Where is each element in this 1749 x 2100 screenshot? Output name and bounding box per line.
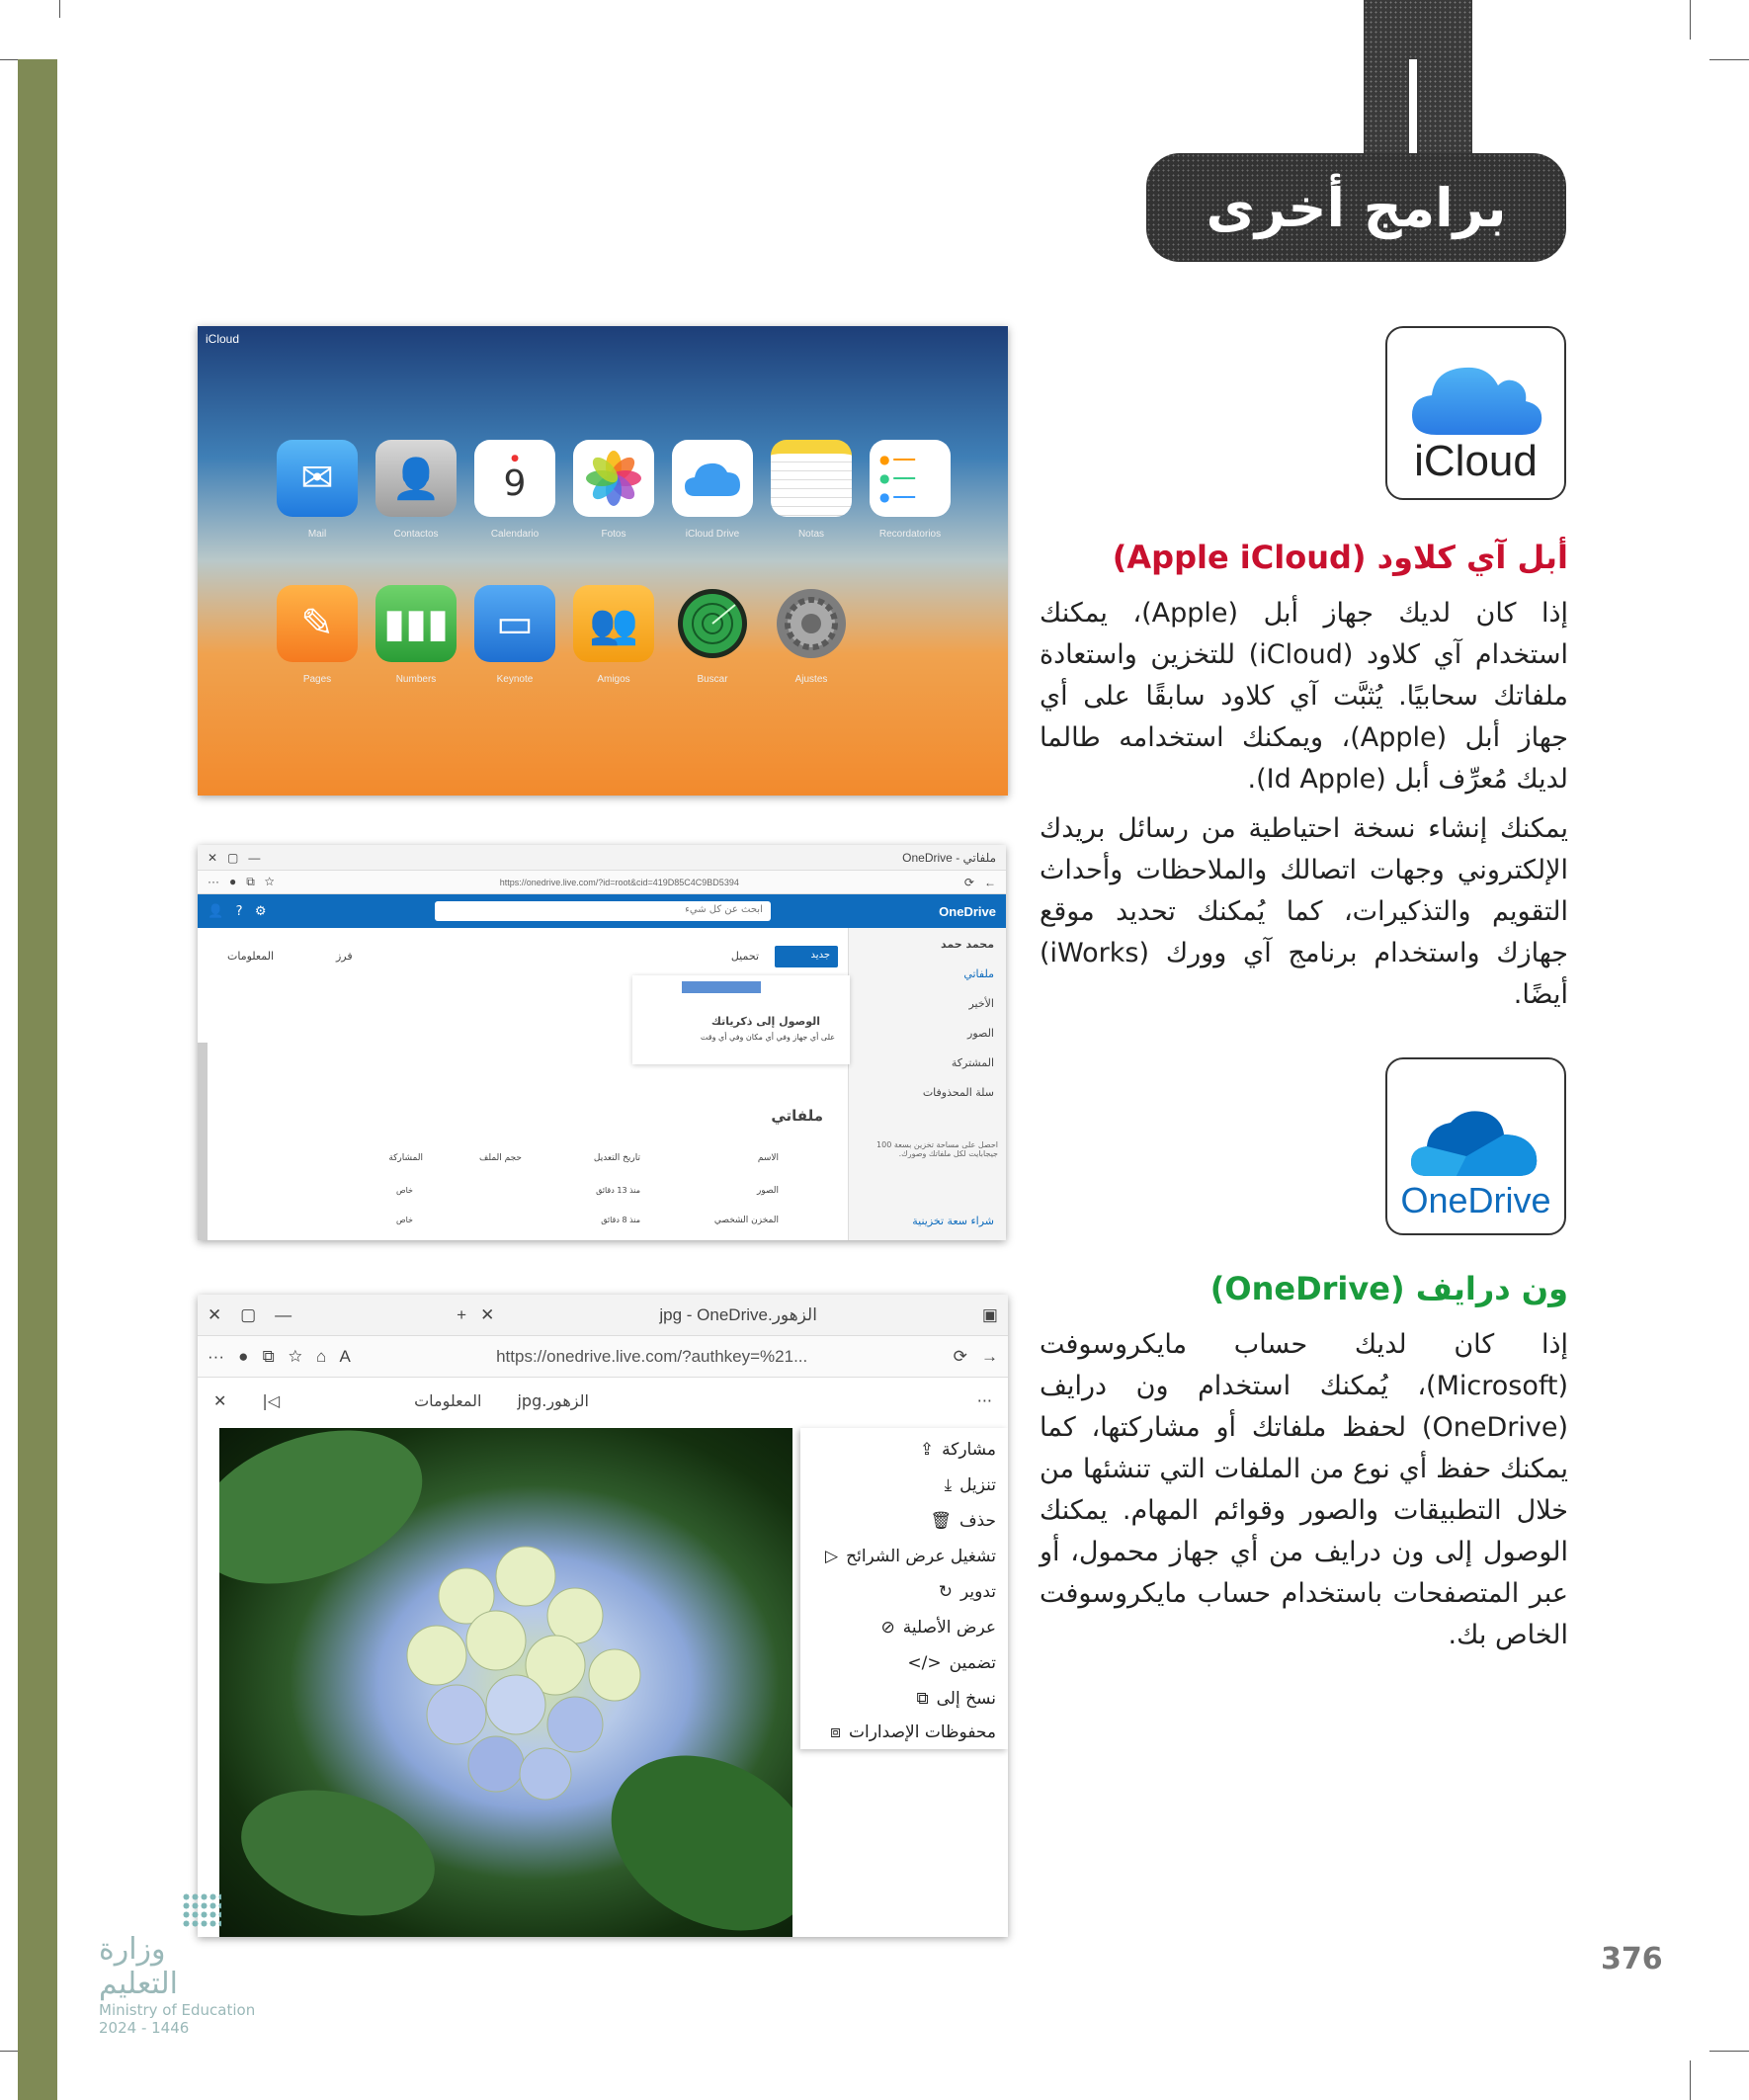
copy-icon: ⧉ <box>916 1689 929 1709</box>
toolbar-icons[interactable]: ··· ● ⧉ ☆ <box>208 875 275 888</box>
refresh-icon[interactable]: ⟳ → <box>953 1346 998 1366</box>
crop-mark <box>1690 2060 1691 2100</box>
info-button[interactable]: المعلومات <box>414 1390 482 1410</box>
search-input[interactable]: ابحث عن كل شيء <box>435 901 771 921</box>
onedrive-heading: ون درايف (OneDrive) <box>1209 1270 1568 1307</box>
browser-tab[interactable]: ملفاتي - OneDrive <box>902 850 996 865</box>
find-friends-app-icon[interactable]: 👥 <box>573 585 654 662</box>
tab-actions-icon[interactable]: ▣ <box>981 1304 998 1324</box>
menu-label: نسخ إلى <box>936 1689 996 1709</box>
menu-item-embed[interactable] <box>907 1653 996 1673</box>
promo-subtitle: على أي جهاز وفي أي مكان وفي أي وقت <box>700 1033 835 1042</box>
info-button[interactable]: المعلومات <box>227 950 274 963</box>
buy-storage-link[interactable]: شراء سعة تخزينية <box>912 1215 994 1227</box>
icloud-heading: أبل آي كلاود (Apple iCloud) <box>1112 539 1568 576</box>
close-icon[interactable]: ✕ <box>213 1390 227 1410</box>
table-row-name[interactable]: الصور <box>756 1186 779 1196</box>
more-icon[interactable]: ··· <box>976 1390 992 1410</box>
toolbar-icons[interactable]: ··· ● ⧉ ☆ ⌂ A <box>208 1346 351 1366</box>
icloud-paragraph-2: يمكنك إنشاء نسخة احتياطية من رسائل بريدك الإلكتروني وجهات اتصالك والملاحظات وأحداث التقويم والتذكيرات، كما يُمكنك تحديد موقع جهازك واستخدام برنامج آي وورك (iWorks) أيضًا. <box>1040 813 1568 1010</box>
icloud-paragraph-1: إذا كان لديك جهاز أبل (Apple)، يمكنك استخدام آي كلاود (iCloud) للتخزين واستعادة ملفاتك سحابيًا. يُثبَّت آي كلاود سابقًا على أي جهاز أبل (Apple)، ويمكنك استخدامه طالما لديك مُعرِّف أبل (Id Apple). <box>1040 598 1568 795</box>
calendar-app-icon[interactable]: ● 9 <box>474 440 555 517</box>
crop-mark <box>59 0 60 18</box>
table-row-modified: منذ 13 دقائق <box>596 1186 640 1195</box>
browser-tab[interactable]: الزهور.jpg - OneDrive <box>659 1304 817 1324</box>
settings-app-icon[interactable] <box>771 585 852 662</box>
onedrive-brand: OneDrive <box>939 903 996 919</box>
user-name: محمد حمد <box>941 938 994 951</box>
app-label: Ajustes <box>794 674 828 685</box>
pages-app-icon[interactable]: ✎ <box>277 585 358 662</box>
ministry-logo <box>99 1932 255 2037</box>
sort-button[interactable]: فرز <box>336 950 353 963</box>
menu-item-delete[interactable] <box>930 1511 996 1531</box>
crop-mark <box>1709 2051 1749 2052</box>
app-label: Numbers <box>395 674 437 685</box>
col-sharing[interactable]: المشاركة <box>388 1153 423 1163</box>
app-label: Recordatorios <box>878 529 942 540</box>
header-icons[interactable]: 👤 ? ⚙ <box>208 903 267 919</box>
cloud-icon <box>1407 358 1545 437</box>
menu-item-rotate[interactable] <box>939 1582 996 1602</box>
table-row-sharing: خاص <box>395 1216 413 1224</box>
banner-title: برامج أخرى <box>1206 176 1507 239</box>
ministry-year: 2024 - 1446 <box>99 2019 190 2037</box>
table-row-name[interactable]: المخزن الشخصي <box>713 1216 779 1225</box>
promo-card <box>632 975 850 1064</box>
app-label: Fotos <box>601 529 626 540</box>
nav-recent[interactable]: الأخير <box>968 997 994 1010</box>
app-label: Buscar <box>697 674 728 685</box>
icloud-screenshot <box>198 326 1008 796</box>
table-row-sharing: خاص <box>395 1186 413 1195</box>
trash-icon: 🗑 <box>930 1511 952 1531</box>
onedrive-paragraph: إذا كان لديك حساب مايكروسوفت (Microsoft)، يُمكنك استخدام ون درايف (OneDrive) لحفظ ملفاتك أو مشاركتها، كما يمكنك حفظ أي نوع من الملفات التي تنشئها من خلال التطبيقات والصور وقوائم المهام. يمكنك الوصول إلى ون درايف من أي جهاز محمول، أو عبر المتصفحات باستخدام حساب مايكروسوفت الخاص بك. <box>1040 1329 1568 1650</box>
upload-button[interactable]: تحميل <box>730 950 759 963</box>
first-icon[interactable]: |◁ <box>262 1390 281 1410</box>
rotate-icon: ↻ <box>938 1582 954 1602</box>
app-label: Pages <box>302 674 332 685</box>
nav-photos[interactable]: الصور <box>967 1027 994 1040</box>
address-input[interactable]: https://onedrive.live.com/?id=root&cid=419D85C4C9BD5394 <box>499 877 739 887</box>
flower-illustration <box>219 1428 792 1937</box>
play-icon: ▷ <box>825 1547 839 1566</box>
window-controls[interactable]: ✕ ▢ — <box>208 850 261 865</box>
app-label: Contactos <box>393 529 439 540</box>
original-icon: ⊘ <box>880 1618 895 1638</box>
photos-app-icon[interactable] <box>573 440 654 517</box>
storage-note: احصل على مساحة تخزين بسعة 100 جيجابايت لكل ملفاتك وصورك. <box>876 1140 998 1158</box>
download-icon: ⤓ <box>944 1475 953 1495</box>
share-icon: ⇪ <box>919 1440 935 1460</box>
col-modified[interactable]: تاريخ التعديل <box>593 1153 640 1163</box>
table-row-modified: منذ 8 دقائق <box>601 1216 640 1224</box>
browser-addressbar <box>198 871 1006 894</box>
crop-mark <box>1709 59 1749 60</box>
menu-label: حذف <box>958 1511 996 1531</box>
onedrive-header <box>198 894 1006 928</box>
address-input[interactable]: https://onedrive.live.com/?authkey=%21... <box>496 1346 808 1366</box>
numbers-app-icon[interactable]: ▮▮▮ <box>375 585 457 662</box>
onedrive-files-screenshot <box>198 845 1006 1240</box>
ministry-arabic: وزارة التعليم <box>99 1932 178 2001</box>
gear-icon <box>775 587 848 660</box>
context-menu <box>800 1428 1008 1749</box>
photos-flower-icon <box>584 449 643 508</box>
browser-tabbar <box>198 845 1006 871</box>
menu-item-version-history[interactable] <box>830 1722 996 1742</box>
radar-icon <box>676 587 749 660</box>
icloud-window-title: iCloud <box>206 332 240 346</box>
contacts-app-icon[interactable]: 👤 <box>375 440 457 517</box>
promo-title: الوصول إلى ذكرياتك <box>710 1015 820 1028</box>
crop-mark <box>0 59 18 60</box>
menu-label: تشغيل عرض الشرائح <box>846 1547 996 1566</box>
ministry-english: Ministry of Education <box>99 2001 256 2019</box>
window-controls[interactable]: ✕ ▢ — <box>208 1304 292 1324</box>
banner-hanger <box>1364 0 1472 158</box>
app-label: Notas <box>797 529 825 540</box>
menu-item-share[interactable] <box>920 1440 996 1460</box>
notes-app-icon[interactable] <box>771 440 852 517</box>
viewer-toolbar <box>198 1378 1008 1423</box>
page-number: 376 <box>1601 1942 1663 1976</box>
app-label: Keynote <box>496 674 534 685</box>
app-label: Mail <box>307 529 327 540</box>
promo-image <box>682 981 761 993</box>
menu-label: تنزيل <box>959 1475 996 1495</box>
app-label: iCloud Drive <box>685 529 740 540</box>
menu-label: مشاركة <box>942 1440 996 1460</box>
onedrive-sidebar <box>848 928 1006 1240</box>
scrollbar[interactable] <box>198 1043 208 1240</box>
col-name[interactable]: الاسم <box>757 1153 779 1163</box>
calendar-day: 9 <box>503 462 527 504</box>
side-strip <box>18 59 57 2100</box>
app-label: Amigos <box>597 674 630 685</box>
keynote-app-icon[interactable]: ▭ <box>474 585 555 662</box>
menu-label: عرض الأصلية <box>902 1618 996 1638</box>
ministry-dots-icon <box>182 1892 221 1928</box>
new-button[interactable]: جديد <box>775 946 838 967</box>
nav-shared[interactable]: المشتركة <box>951 1056 994 1069</box>
crop-mark <box>1690 0 1691 40</box>
icloud-logo <box>1385 326 1566 500</box>
nav-my-files[interactable]: ملفاتي <box>963 967 994 980</box>
col-size[interactable]: حجم الملف <box>479 1153 522 1163</box>
icloud-logo-text: iCloud <box>1414 437 1538 485</box>
onedrive-logo <box>1385 1057 1566 1235</box>
section-banner <box>1146 153 1566 262</box>
crop-mark <box>0 2051 18 2052</box>
cloud-icon <box>683 459 742 498</box>
onedrive-photo-screenshot <box>198 1295 1008 1937</box>
files-heading: ملفاتي <box>771 1107 823 1125</box>
menu-label: تضمين <box>949 1653 996 1673</box>
menu-label: تدوير <box>960 1582 996 1602</box>
embed-icon: </> <box>907 1653 942 1673</box>
mail-app-icon[interactable]: ✉ <box>277 440 358 517</box>
find-iphone-app-icon[interactable] <box>672 585 753 662</box>
hydrangea-photo <box>219 1428 792 1937</box>
file-name: الزهور.jpg <box>517 1390 589 1410</box>
onedrive-cloud-icon <box>1407 1101 1545 1180</box>
refresh-icon[interactable]: ⟳ ← <box>963 875 996 889</box>
app-label: Calendario <box>490 529 540 540</box>
menu-item-view-original[interactable] <box>881 1618 996 1638</box>
onedrive-logo-text: OneDrive <box>1400 1180 1551 1220</box>
new-tab-icon[interactable]: + ✕ <box>457 1304 495 1324</box>
menu-item-slideshow[interactable] <box>825 1547 996 1566</box>
menu-item-copy-to[interactable] <box>917 1689 997 1709</box>
icloud-drive-app-icon[interactable] <box>672 440 753 517</box>
history-icon: ⧈ <box>830 1722 841 1742</box>
browser-addressbar <box>198 1336 1008 1378</box>
nav-recycle-bin[interactable]: سلة المحذوفات <box>922 1086 994 1099</box>
menu-item-download[interactable] <box>945 1475 996 1495</box>
browser-tabbar <box>198 1295 1008 1336</box>
menu-label: محفوظات الإصدارات <box>848 1722 996 1742</box>
reminders-app-icon[interactable]: ● ━━━ ● ━━━ ● ━━━ <box>870 440 951 517</box>
